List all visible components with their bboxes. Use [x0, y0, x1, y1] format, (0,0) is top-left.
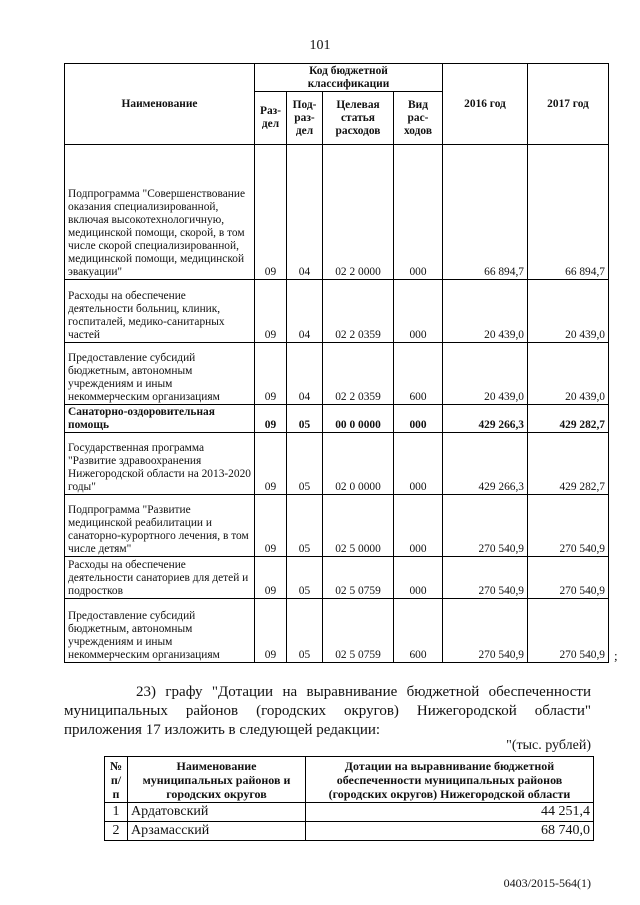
row-name: Подпрограмма "Развитие медицинской реабилитации и санаторно-курортного лечения, в том числе детям" [65, 495, 255, 557]
row-number: 2 [105, 822, 128, 841]
row-value-2016: 270 540,9 [443, 599, 528, 663]
page-number: 101 [309, 38, 331, 53]
trailing-semicolon: ; [614, 648, 618, 663]
row-target: 00 0 0000 [323, 405, 394, 433]
header-name: Наименование [65, 64, 255, 145]
row-value-2016: 20 439,0 [443, 343, 528, 405]
row-target: 02 5 0759 [323, 599, 394, 663]
table-row [65, 405, 609, 433]
table-row [105, 822, 594, 841]
row-subsection: 05 [287, 557, 323, 599]
row-name: Предоставление субсидий бюджетным, автономным учреждениям и иным некоммерческим организациям [65, 343, 255, 405]
row-section: 09 [255, 405, 287, 433]
row-type: 000 [394, 405, 443, 433]
row-target: 02 2 0359 [323, 343, 394, 405]
row-subsection: 05 [287, 405, 323, 433]
row-type: 000 [394, 557, 443, 599]
row-name: Расходы на обеспечение деятельности санаториев для детей и подростков [65, 557, 255, 599]
row-value-2017: 270 540,9 [528, 557, 609, 599]
row-subsection: 04 [287, 145, 323, 280]
row-target: 02 0 0000 [323, 433, 394, 495]
row-value-2017: 429 282,7 [528, 405, 609, 433]
row-value-2017: 270 540,9 [528, 495, 609, 557]
table-row [65, 343, 609, 405]
document-code: 0403/2015-564(1) [503, 876, 591, 890]
row-value-2017: 270 540,9 [528, 599, 609, 663]
paragraph-line-2: муниципальных районов (городских округов) Нижегородской области" [64, 703, 591, 719]
row-subsection: 05 [287, 433, 323, 495]
row-type: 000 [394, 280, 443, 343]
row-municipality: Арзамасский [128, 822, 306, 841]
row-value-2017: 429 282,7 [528, 433, 609, 495]
subsidy-table [104, 756, 594, 841]
paragraph-line-1: 23) графу "Дотации на выравнивание бюджетной обеспеченности [136, 684, 591, 700]
units-label: "(тыс. рублей) [506, 738, 591, 753]
row-value-2017: 66 894,7 [528, 145, 609, 280]
row-value-2017: 20 439,0 [528, 343, 609, 405]
row-number: 1 [105, 803, 128, 822]
header-2017: 2017 год [528, 64, 609, 145]
table-row [105, 803, 594, 822]
header-type: Вид рас-ходов [394, 92, 443, 145]
table-row [65, 599, 609, 663]
row-subsidy-value: 44 251,4 [306, 803, 594, 822]
row-type: 000 [394, 145, 443, 280]
row-section: 09 [255, 433, 287, 495]
row-value-2017: 20 439,0 [528, 280, 609, 343]
row-municipality: Ардатовский [128, 803, 306, 822]
row-type: 000 [394, 495, 443, 557]
table-row [65, 145, 609, 280]
table-row [65, 557, 609, 599]
header-subsection: Под-раз-дел [287, 92, 323, 145]
row-name: Санаторно-оздоровительная помощь [65, 405, 255, 433]
table-row [65, 280, 609, 343]
row-subsection: 05 [287, 599, 323, 663]
table-row [65, 433, 609, 495]
row-section: 09 [255, 599, 287, 663]
row-subsidy-value: 68 740,0 [306, 822, 594, 841]
row-value-2016: 429 266,3 [443, 405, 528, 433]
table-row [65, 495, 609, 557]
row-subsection: 04 [287, 280, 323, 343]
row-type: 600 [394, 599, 443, 663]
row-section: 09 [255, 495, 287, 557]
header-target: Целевая статья расходов [323, 92, 394, 145]
row-target: 02 5 0759 [323, 557, 394, 599]
row-name: Предоставление субсидий бюджетным, автономным учреждениям и иным некоммерческим организациям [65, 599, 255, 663]
header-2016: 2016 год [443, 64, 528, 145]
row-section: 09 [255, 557, 287, 599]
row-value-2016: 66 894,7 [443, 145, 528, 280]
budget-table [64, 63, 609, 663]
row-type: 600 [394, 343, 443, 405]
row-subsection: 04 [287, 343, 323, 405]
row-section: 09 [255, 343, 287, 405]
row-target: 02 2 0000 [323, 145, 394, 280]
row-value-2016: 270 540,9 [443, 495, 528, 557]
header-code-group: Код бюджетной классификации [255, 64, 443, 92]
row-name: Подпрограмма "Совершенствование оказания специализированной, включая высокотехнологичную, медицинской помощи, скорой, в том числе скорой специализированной, медицинской помощи, медицинской эвакуации" [65, 145, 255, 280]
row-value-2016: 429 266,3 [443, 433, 528, 495]
row-name: Государственная программа "Развитие здравоохранения Нижегородской области на 2013-2020 годы" [65, 433, 255, 495]
header-number: № п/п [105, 757, 128, 803]
row-section: 09 [255, 280, 287, 343]
header-section: Раз-дел [255, 92, 287, 145]
row-section: 09 [255, 145, 287, 280]
row-target: 02 2 0359 [323, 280, 394, 343]
header-municipality: Наименование муниципальных районов и городских округов [128, 757, 306, 803]
row-subsection: 05 [287, 495, 323, 557]
paragraph-line-3: приложения 17 изложить в следующей редакции: [64, 722, 381, 738]
row-value-2016: 270 540,9 [443, 557, 528, 599]
header-subsidy: Дотации на выравнивание бюджетной обеспеченности муниципальных районов (городских округов) Нижегородской области [306, 757, 594, 803]
row-name: Расходы на обеспечение деятельности больниц, клиник, госпиталей, медико-санитарных частей [65, 280, 255, 343]
row-type: 000 [394, 433, 443, 495]
row-value-2016: 20 439,0 [443, 280, 528, 343]
row-target: 02 5 0000 [323, 495, 394, 557]
